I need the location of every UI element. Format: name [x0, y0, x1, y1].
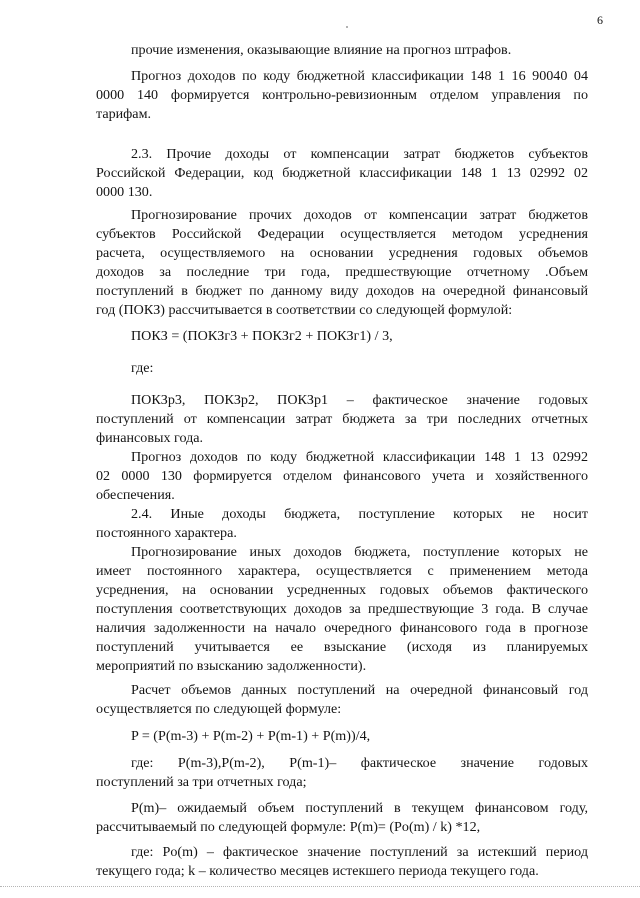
text-line: поступлений в бюджет по данному виду доходов на очередной финансовый [96, 283, 588, 299]
text-line: прочие изменения, оказывающие влияние на прогноз штрафов. [131, 42, 512, 58]
text-line: поступлений за три отчетных года; [96, 774, 307, 790]
section-heading: 0000 130. [96, 184, 153, 200]
text-line: имеет постоянного характера, осуществляется с применением метода [96, 563, 588, 579]
text-line: доходов за последние три года, предшествующие отчетному .Объем [96, 264, 588, 280]
section-heading: Российской Федерации, код бюджетной классификации 148 1 13 02992 02 [96, 165, 588, 181]
text-line: поступления соответствующих доходов за предшествующие 3 года. В случае [96, 601, 588, 617]
text-line: P(m)– ожидаемый объем поступлений в текущем финансовом году, [131, 800, 588, 816]
section-heading: постоянного характера. [96, 525, 237, 541]
section-heading: 2.4. Иные доходы бюджета, поступление которых не носит [131, 506, 588, 522]
text-line: где: Po(m) – фактическое значение поступлений за истекший период [131, 844, 588, 860]
formula: P = (P(m-3) + P(m-2) + P(m-1) + P(m))/4, [131, 728, 371, 744]
text-line: 0000 140 формируется контрольно-ревизионным отделом управления по [96, 87, 588, 103]
text-line: где: P(m-3),P(m-2), P(m-1)– фактическое значение годовых [131, 755, 588, 771]
text-line: обеспечения. [96, 487, 175, 503]
text-line: год (ПОКЗ) рассчитывается в соответствии со следующей формулой: [96, 302, 513, 318]
text-line: Прогнозирование иных доходов бюджета, поступление которых не [131, 544, 588, 560]
text-line: текущего года; k – количество месяцев истекшего периода текущего года. [96, 863, 539, 879]
text-line: поступлений от компенсации затрат бюджета за три последних отчетных [96, 411, 588, 427]
text-line: поступлений учитывается ее взыскание (исходя из планируемых [96, 639, 588, 655]
text-line: мероприятий по взысканию задолженности). [96, 658, 367, 674]
scan-bottom-edge [0, 886, 640, 887]
text-line: Расчет объемов данных поступлений на очередной финансовый год [131, 682, 588, 698]
text-line: усреднения, на основании усредненных годовых объемов фактического [96, 582, 588, 598]
text-line: где: [131, 360, 154, 376]
text-line: расчета, осуществляемого на основании усреднения годовых объемов [96, 245, 588, 261]
text-line: 02 0000 130 формируется отделом финансового учета и хозяйственного [96, 468, 588, 484]
text-line: финансовых года. [96, 430, 204, 446]
section-heading: 2.3. Прочие доходы от компенсации затрат бюджетов субъектов [131, 146, 588, 162]
text-line: тарифам. [96, 106, 152, 122]
page-number: 6 [597, 13, 603, 27]
text-line: осуществляется по следующей формуле: [96, 701, 342, 717]
text-line: наличия задолженности на начало очередного финансового года в прогнозе [96, 620, 588, 636]
text-line: Прогноз доходов по коду бюджетной классификации 148 1 13 02992 [131, 449, 588, 465]
text-line: субъектов Российской Федерации осуществляется методом усреднения [96, 226, 588, 242]
text-line: ПОКЗр3, ПОКЗр2, ПОКЗр1 – фактическое значение годовых [131, 392, 588, 408]
text-line: Прогнозирование прочих доходов от компенсации затрат бюджетов [131, 207, 588, 223]
formula: рассчитываемый по следующей формуле: P(m)= (Po(m) / k) *12, [96, 819, 481, 835]
text-line: Прогноз доходов по коду бюджетной классификации 148 1 16 90040 04 [131, 68, 588, 84]
scan-speck [346, 26, 348, 28]
formula: ПОКЗ = (ПОКЗг3 + ПОКЗг2 + ПОКЗг1) / 3, [131, 328, 393, 344]
